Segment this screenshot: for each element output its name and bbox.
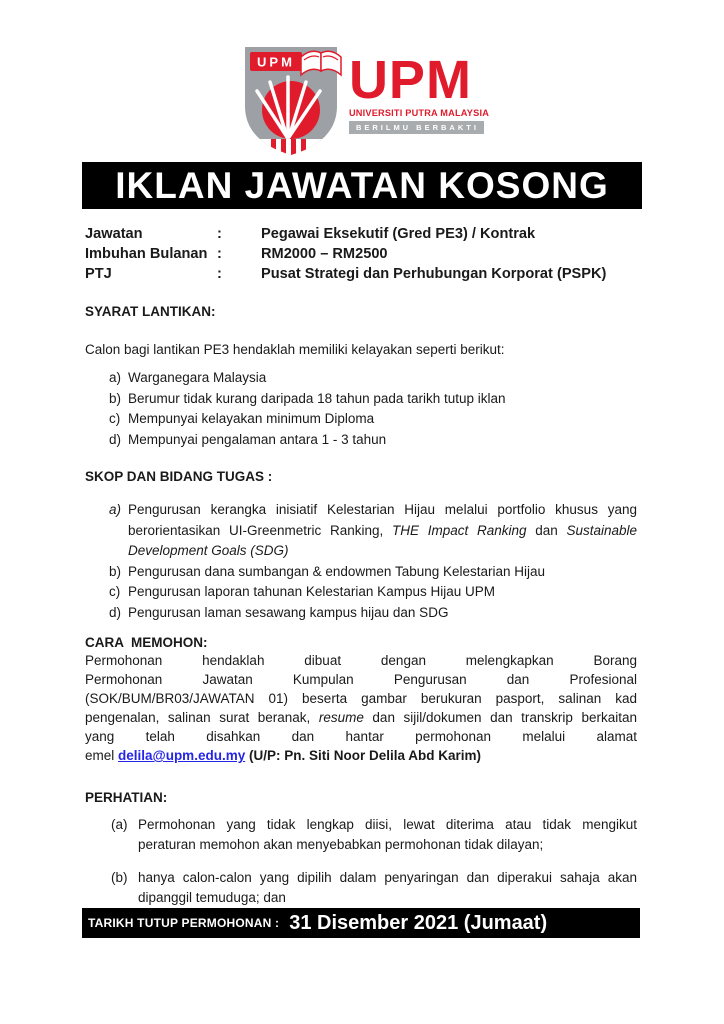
list-item [85,409,637,430]
text-line [85,746,637,765]
detail-label: Imbuhan Bulanan [85,246,208,262]
list-item [85,868,637,907]
italic-segment: THE Impact Ranking [392,522,527,538]
detail-label: Jawatan [85,226,143,242]
italic-segment: Sustainable [566,522,638,538]
list-item [85,389,637,410]
upm-shield-icon [235,44,347,156]
text-line: (SOK/BUM/BR03/JAWATAN 01) beserta gambar berukuran pasport, salinan kad [85,691,637,706]
upm-logo [0,44,724,156]
text-segment: berorientasikan UI-Greenmetric Ranking, [128,522,392,538]
text-line [85,708,637,727]
skop-heading: SKOP DAN BIDANG TUGAS : [85,469,273,484]
university-name: UNIVERSITI PUTRA MALAYSIA [348,108,490,118]
shield-acronym-text: UPM [256,54,295,70]
closing-date-label: TARIKH TUTUP PERMOHONAN : [88,916,280,930]
item-text: Berumur tidak kurang daripada 18 tahun pada tarikh tutup iklan [128,390,506,406]
text-segment: emel [85,748,119,763]
text-line: hanya calon-calon yang dipilih dalam penyaringan dan diperakui sahaja akan [138,870,637,885]
detail-label: PTJ [85,266,112,282]
upm-wordmark: UPM [348,50,472,110]
perhatian-heading: PERHATIAN: [85,790,168,805]
advert-body [85,224,637,907]
detail-colon: : [217,266,222,282]
italic-segment: resume [318,710,364,725]
item-marker: a) [109,502,122,517]
text-line: Development Goals (SDG) [128,543,289,558]
detail-value: RM2000 – RM2500 [261,246,388,262]
item-marker: a) [109,370,122,385]
text-line: yang telah disahkan dan hantar permohonan melalui alamat [85,729,637,744]
item-text [138,868,637,907]
banner-title: IKLAN JAWATAN KOSONG [82,162,642,209]
item-text: Pengurusan dana sumbangan & endowmen Tabung Kelestarian Hijau [128,563,546,579]
detail-colon: : [217,246,222,262]
item-marker: d) [109,604,122,620]
detail-value: Pegawai Eksekutif (Gred PE3) / Kontrak [261,226,536,242]
text-line: Permohonan yang tidak lengkap diisi, lewat diterima atau tidak mengikut [138,817,637,832]
text-segment: pengenalan, salinan surat beranak, [85,710,319,725]
item-marker: b) [109,563,122,579]
item-marker: b) [109,390,122,406]
syarat-list [85,368,637,450]
detail-value: Pusat Strategi dan Perhubungan Korporat (PSPK) [261,266,607,282]
item-marker: d) [109,431,122,447]
item-text: Mempunyai kelayakan minimum Diploma [128,411,375,426]
syarat-intro: Calon bagi lantikan PE3 hendaklah memiliki kelayakan seperti berikut: [85,342,505,357]
list-item [85,500,637,562]
closing-date-value: 31 Disember 2021 (Jumaat) [289,911,548,934]
email-link[interactable]: delila@upm.edu.my [118,748,246,763]
cara-paragraph [85,651,637,765]
text-line: dipanggil temuduga; dan [138,889,286,905]
list-item [85,430,637,451]
item-marker: c) [109,411,121,426]
detail-row-ptj [85,264,637,284]
book-icon [301,51,341,75]
detail-colon: : [217,226,222,242]
item-marker: c) [109,584,121,599]
list-item [85,562,637,583]
skop-list [85,500,637,623]
text-line: Permohonan Jawatan Kumpulan Pengurusan dan Profesional [85,672,637,687]
motto-bar: BERILMU BERBAKTI [349,121,484,134]
list-item [85,815,637,854]
item-text: Pengurusan laporan tahunan Kelestarian Kampus Hijau UPM [128,584,495,599]
text-line: peraturan memohon akan menyebabkan permohonan tidak dilayan; [138,836,544,852]
contact-person: (U/P: Pn. Siti Noor Delila Abd Karim) [248,748,482,763]
item-text: Pengurusan laman sesawang kampus hijau dan SDG [128,604,449,620]
shield-stripes [245,139,337,156]
job-details [85,224,637,284]
syarat-heading: SYARAT LANTIKAN: [85,304,216,319]
list-item [85,368,637,389]
item-marker: (b) [111,870,128,885]
detail-row-jawatan [85,224,637,244]
text-segment: dan [526,522,567,538]
list-item [85,582,637,603]
text-line: Permohonan hendaklah dibuat dengan melengkapkan Borang [85,653,637,668]
upm-logotype [348,50,490,134]
item-marker: (a) [111,817,128,832]
text-line [128,521,637,542]
item-text [128,500,637,562]
detail-row-imbuhan [85,244,637,264]
item-text: Warganegara Malaysia [128,370,267,385]
text-segment: dan sijil/dokumen dan transkrip berkaitan [363,710,638,725]
closing-date-bar [82,908,640,938]
item-text [138,815,637,854]
text-line: Pengurusan kerangka inisiatif Kelestarian Hijau melalui portfolio khusus yang [128,502,637,517]
cara-heading: CARA MEMOHON: [85,635,208,650]
list-item [85,603,637,624]
item-text: Mempunyai pengalaman antara 1 - 3 tahun [128,431,387,447]
